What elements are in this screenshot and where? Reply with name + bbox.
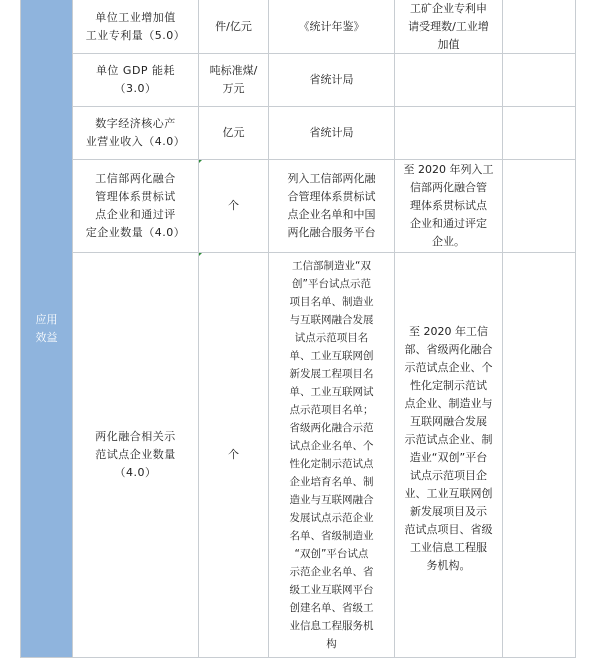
note-cell: [395, 54, 503, 107]
indicator-cell: 单位工业增加值 工业专利量（5.0）: [73, 0, 199, 54]
note-cell: 至 2020 年工信 部、省级两化融合 示范试点企业、个 性化定制示范试 点企业、制造业与 互联网融合发展 示范试点企业、制 造业“双创”平台 试点示范项目企 业、工业互联网创 新发展项目及示 范试点项目、省级 工业信息工程服 务机构。: [395, 253, 503, 658]
extra-cell: [503, 253, 576, 658]
extra-cell: [503, 0, 576, 54]
indicator-cell: 工信部两化融合 管理体系贯标试 点企业和通过评 定企业数量（4.0）: [73, 160, 199, 253]
indicator-table: [20, 0, 576, 658]
extra-cell: [503, 107, 576, 160]
category-cell: 应用 效益: [20, 0, 73, 658]
unit-cell: 吨标准煤/ 万元: [199, 54, 269, 107]
unit-cell: 个: [199, 160, 269, 253]
note-cell: 工矿企业专利申 请受理数/工业增 加值: [395, 0, 503, 54]
source-cell: 《统计年鉴》: [269, 0, 395, 54]
unit-cell: 个: [199, 253, 269, 658]
note-cell: [395, 107, 503, 160]
source-cell: 省统计局: [269, 54, 395, 107]
source-cell: 省统计局: [269, 107, 395, 160]
source-cell: 工信部制造业“双 创”平台试点示范 项目名单、制造业 与互联网融合发展 试点示范项目名 单、工业互联网创 新发展工程项目名 单、工业互联网试 点示范项目名单； 省级两化融合示范 试点企业名单、个 性化定制示范试点 企业培育名单、制 造业与互联网融合 发展试点示范企业 名单、省级制造业 “双创”平台试点 示范企业名单、省 级工业互联网平台 创建名单、省级工 业信息工程服务机 构: [269, 253, 395, 658]
unit-cell: 亿元: [199, 107, 269, 160]
indicator-cell: 单位 GDP 能耗 （3.0）: [73, 54, 199, 107]
extra-cell: [503, 160, 576, 253]
comment-marker: [199, 160, 202, 163]
unit-cell: 件/亿元: [199, 0, 269, 54]
extra-cell: [503, 54, 576, 107]
comment-marker: [199, 253, 202, 256]
indicator-cell: 数字经济核心产 业营业收入（4.0）: [73, 107, 199, 160]
indicator-cell: 两化融合相关示 范试点企业数量 （4.0）: [73, 253, 199, 658]
note-cell: 至 2020 年列入工 信部两化融合管 理体系贯标试点 企业和通过评定 企业。: [395, 160, 503, 253]
source-cell: 列入工信部两化融 合管理体系贯标试 点企业名单和中国 两化融合服务平台: [269, 160, 395, 253]
